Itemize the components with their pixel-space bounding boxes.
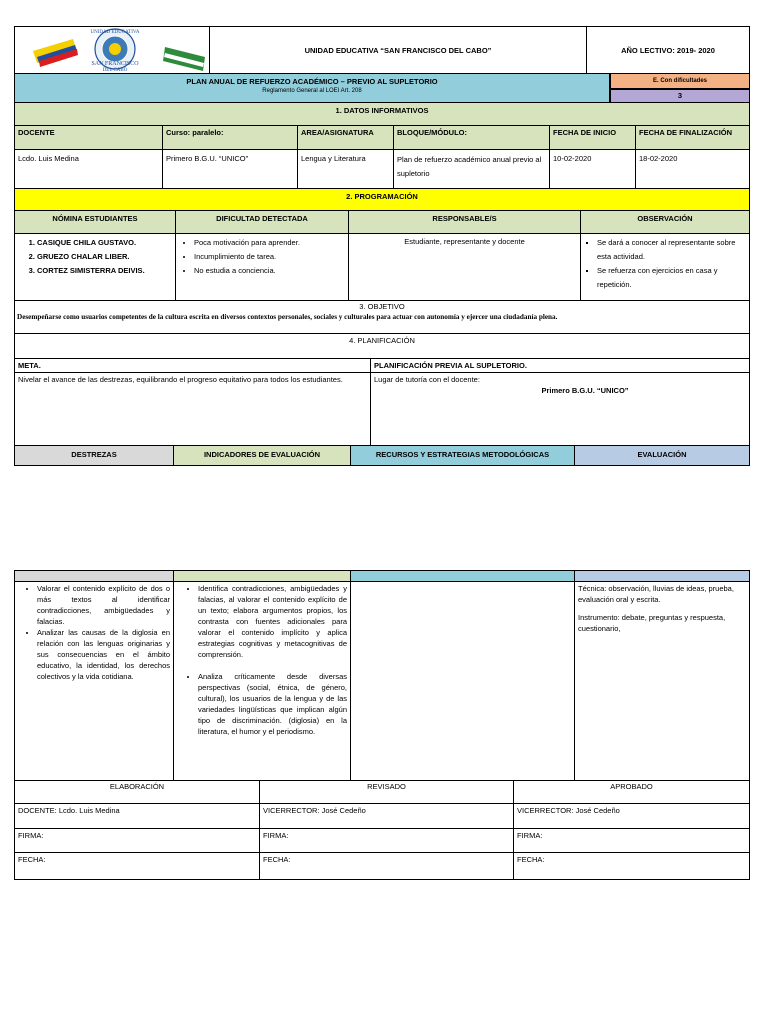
difficulty-label: E. Con dificultades — [610, 73, 750, 89]
section1-title: 1. DATOS INFORMATIVOS — [14, 102, 750, 126]
school-name-text: UNIDAD EDUCATIVA “SAN FRANCISCO DEL CABO” — [304, 46, 492, 55]
sig-elaboracion-name: DOCENTE: Lcdo. Luis Medina — [14, 803, 260, 829]
header-area: AREA/ASIGNATURA — [297, 125, 394, 150]
ecuador-flag-icon — [33, 39, 78, 67]
responsible-text: Estudiante, representante y docente — [404, 237, 525, 246]
tutoring-cell — [370, 372, 750, 446]
header-curso: Curso: paralelo: — [162, 125, 298, 150]
indicator-1: • Identifica contradicciones, ambigüedades y falacias, al valorar el contenido explícito de un texto; elabora argumentos propios, los contrasta con fuentes adicionales para valorar el contenido implícito y aplica estrategias cognitivas y metacognitivas de comprensión. — [198, 583, 347, 660]
section4-title: 4. PLANIFICACIÓN — [14, 333, 750, 359]
canton-flag-icon — [163, 47, 205, 71]
evaluation-cell — [574, 581, 750, 781]
responsible-cell — [348, 233, 581, 301]
header-nomina: NÓMINA ESTUDIANTES — [14, 210, 176, 234]
header-dificultad: DIFICULTAD DETECTADA — [175, 210, 349, 234]
logo-top-text: UNIDAD EDUCATIVA — [90, 30, 140, 35]
indicator-2: • Analiza críticamente desde diversas perspectivas (social, étnica, de género, cultural), los usuarios de la lengua y de las variedades lingüísticas que implican algún tipo de discriminación. (diglosia) en la literatura, el humor y el periodismo. — [198, 671, 347, 737]
logo-cell — [14, 26, 210, 74]
col-indicadores: INDICADORES DE EVALUACIÓN — [173, 445, 351, 466]
skills-cell — [14, 581, 174, 781]
school-name — [209, 26, 587, 74]
technique-text: Técnica: observación, lluvias de ideas, prueba, evaluación oral y escrita. — [578, 584, 734, 604]
header-fecha-fin: FECHA DE FINALIZACIÓN — [635, 125, 750, 150]
objective-cell — [14, 300, 750, 334]
value-fecha-fin: 18-02-2020 — [635, 149, 750, 189]
indicators-cell — [173, 581, 351, 781]
sig-aprobado-fecha: FECHA: — [513, 852, 750, 880]
students-cell — [14, 233, 176, 301]
section2-title: 2. PROGRAMACIÓN — [14, 188, 750, 211]
col-evaluacion: EVALUACIÓN — [574, 445, 750, 466]
header-docente: DOCENTE — [14, 125, 163, 150]
regulation-text: Reglamento General al LOEI Art. 208 — [262, 88, 362, 94]
sig-elaboracion-fecha: FECHA: — [14, 852, 260, 880]
school-year-text: AÑO LECTIVO: 2019- 2020 — [621, 46, 715, 55]
instrument-text: Instrumento: debate, preguntas y respuesta, cuestionario, — [578, 613, 726, 633]
difficulty-3: • No estudia a conciencia. — [194, 264, 348, 278]
plan-title: PLAN ANUAL DE REFUERZO ACADÉMICO – PREVIO AL SUPLETORIO — [186, 77, 438, 86]
value-curso: Primero B.G.U. “UNICO” — [162, 149, 298, 189]
logo-bottom-text-1: SAN FRANCISCO — [91, 61, 139, 67]
sig-revisado-name: VICERRECTOR: José Cedeño — [259, 803, 514, 829]
observation-1: ▪ Se dará a conocer al representante sobre esta actividad. — [597, 236, 749, 264]
sig-aprobado-name: VICERRECTOR: José Cedeño — [513, 803, 750, 829]
header-fecha-inicio: FECHA DE INICIO — [549, 125, 636, 150]
student-1: 1. CASIQUE CHILA GUSTAVO. — [37, 236, 175, 250]
col-destrezas: DESTREZAS — [14, 445, 174, 466]
difficulties-cell — [175, 233, 349, 301]
logo-bottom-text-2: DEL CABO — [102, 68, 128, 73]
observation-2: ▪ Se refuerza con ejercicios en casa y repetición. — [597, 264, 749, 292]
value-area: Lengua y Literatura — [297, 149, 394, 189]
prev-label: PLANIFICACIÓN PREVIA AL SUPLETORIO. — [370, 358, 750, 373]
difficulty-value: 3 — [610, 89, 750, 103]
section3-title: 3. OBJETIVO — [359, 302, 405, 311]
sig-header-revisado: REVISADO — [259, 780, 514, 804]
objective-text: Desempeñarse como usuarios competentes de la cultura escrita en diversos contextos personales, sociales y culturales para actuar con autonomía y ejercer una ciudadanía plena. — [17, 313, 558, 321]
sig-revisado-firma: FIRMA: — [259, 828, 514, 853]
meta-label: META. — [14, 358, 371, 373]
plan-title-cell — [14, 73, 610, 103]
resources-cell — [350, 581, 575, 781]
school-year — [586, 26, 750, 74]
student-2: 2. GRUEZO CHALAR LIBER. — [37, 250, 175, 264]
sig-elaboracion-firma: FIRMA: — [14, 828, 260, 853]
header-bloque: BLOQUE/MÓDULO: — [393, 125, 550, 150]
skill-2: • Analizar las causas de la diglosia en relación con las lenguas originarias y sus consecuencias en el ámbito educativo, la identidad, los derechos colectivos y la vida cotidiana. — [37, 627, 170, 682]
tutoring-label: Lugar de tutoría con el docente: — [374, 375, 480, 384]
value-docente: Lcdo. Luis Medina — [14, 149, 163, 189]
header-observacion: OBSERVACIÓN — [580, 210, 750, 234]
value-fecha-inicio: 10-02-2020 — [549, 149, 636, 189]
meta-text: Nivelar el avance de las destrezas, equilibrando el progreso equitativo para todos los estudiantes. — [14, 372, 371, 446]
observations-cell — [580, 233, 750, 301]
header-responsables: RESPONSABLE/S — [348, 210, 581, 234]
col-recursos: RECURSOS Y ESTRATEGIAS METODOLÓGICAS — [350, 445, 575, 466]
difficulty-1: • Poca motivación para aprender. — [194, 236, 348, 250]
tutoring-value: Primero B.G.U. “UNICO” — [541, 386, 629, 395]
difficulty-2: • Incumplimiento de tarea. — [194, 250, 348, 264]
skill-1: • Valorar el contenido explícito de dos o más textos al identificar contradicciones, ambigüedades y falacias. — [37, 583, 170, 627]
school-logo — [15, 27, 209, 73]
sig-header-elaboracion: ELABORACIÓN — [14, 780, 260, 804]
sig-aprobado-firma: FIRMA: — [513, 828, 750, 853]
sig-revisado-fecha: FECHA: — [259, 852, 514, 880]
value-bloque: Plan de refuerzo académico anual previo al supletorio — [393, 149, 550, 189]
sig-header-aprobado: APROBADO — [513, 780, 750, 804]
student-3: 3. CORTEZ SIMISTERRA DEIVIS. — [37, 264, 175, 278]
